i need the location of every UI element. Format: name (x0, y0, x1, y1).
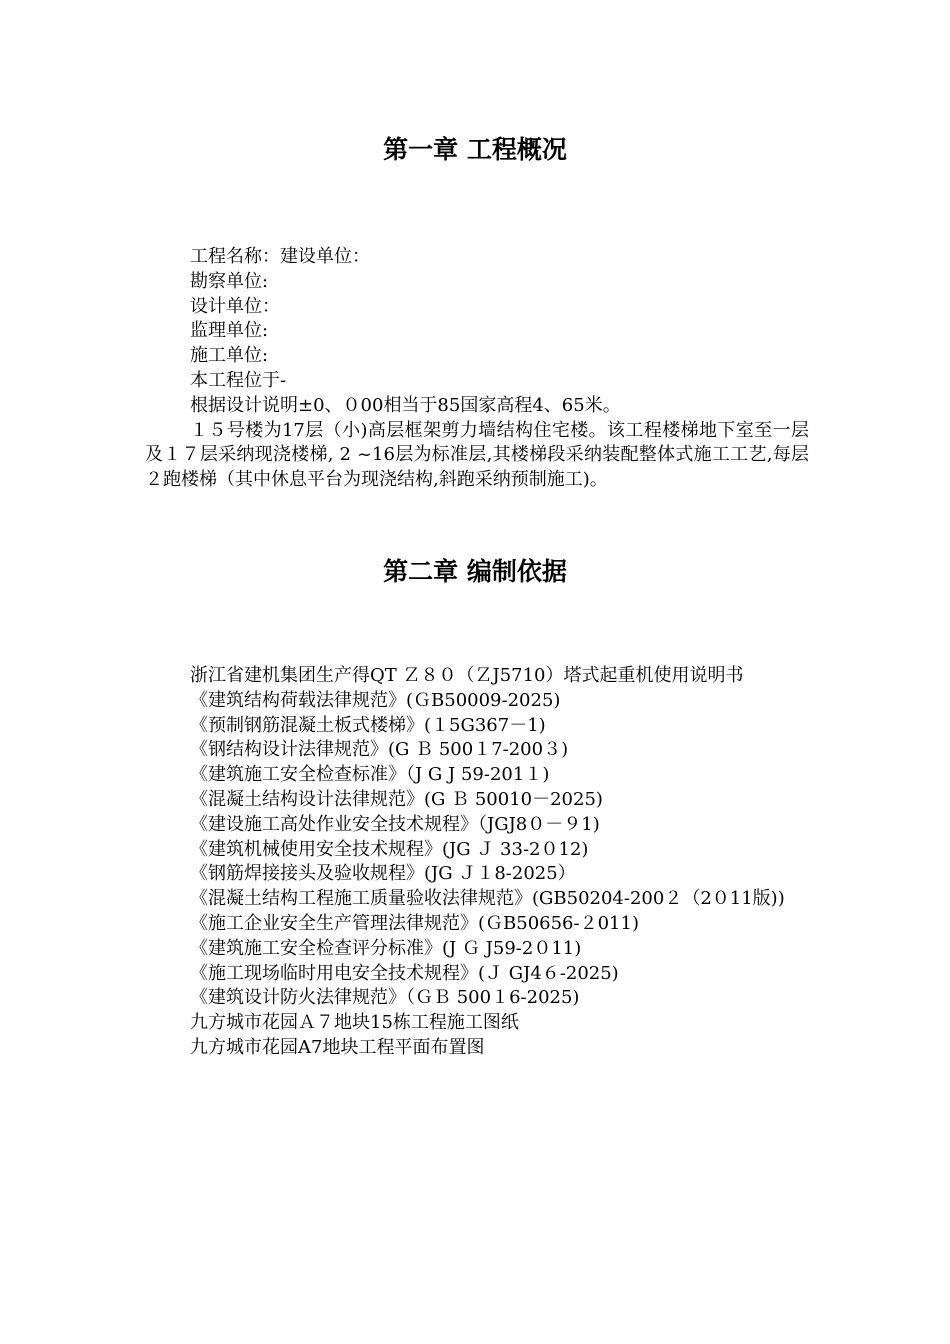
project-name-line: 工程名称：建设单位： (190, 246, 370, 267)
reference-item: 《建筑设计防火法律规范》（ＧＢ 500１6-2025) (190, 987, 580, 1009)
reference-item: 《施工企业安全生产管理法律规范》(ＧB50656-２011) (190, 912, 639, 934)
design-unit-line: 设计单位： (190, 295, 280, 317)
construction-unit-line: 施工单位: (190, 345, 269, 367)
survey-unit-line: 勘察单位: (190, 270, 269, 292)
location-line: 本工程位于- (190, 369, 287, 391)
reference-item: 《建筑结构荷载法律规范》(ＧB50009-2025) (190, 689, 561, 711)
reference-item: 《混凝土结构设计法律规范》(G Ｂ 50010－2025) (190, 788, 603, 810)
chapter-1-body (145, 245, 809, 493)
reference-item: 《建设施工高处作业安全技术规程》（JGJ8０－９1) (190, 813, 600, 835)
reference-item: 《建筑施工安全检查标准》（J G J 59-201１) (190, 764, 550, 786)
reference-item: 《预制钢筋混凝土板式楼梯》(１5G367－1) (190, 714, 546, 736)
elevation-line: 根据设计说明±0、０00相当于85国家高程4、65米。 (190, 394, 621, 416)
reference-item: 九方城市花园Ａ７地块15栋工程施工图纸 (190, 1012, 519, 1034)
chapter-1-title: 第一章 工程概况 (383, 135, 567, 164)
reference-item: 《钢结构设计法律规范》(G Ｂ 500１7-200３) (190, 739, 569, 761)
chapter-2-body (145, 664, 809, 1061)
reference-item: 《施工现场临时用电安全技术规程》(Ｊ GJ4６-2025) (190, 962, 619, 984)
crane-manual-paragraph: 浙江省建机集团生产得QT Ｚ８０（ＺJ5710）塔式起重机使用说明书 (190, 665, 744, 686)
reference-item: 《钢筋焊接接头及验收规程》(JG Ｊ１8-2025） (190, 863, 576, 885)
supervision-unit-line: 监理单位: (190, 320, 269, 342)
reference-item: 《建筑机械使用安全技术规程》(JG Ｊ 33-2０12) (190, 838, 589, 860)
reference-item-wrapped: 《混凝土结构工程施工质量验收法律规范》(GB50204-200２（2０11版)) (190, 888, 785, 910)
building-description-paragraph: １５号楼为17层（小)高层框架剪力墙结构住宅楼。该工程楼梯地下室至一层及１７层采纳现浇楼梯, 2 ~16层为标准层,其楼梯段采纳装配整体式施工工艺,每层２跑楼梯（其中休息平台为现浇结构,斜跑采纳预制施工)。 (145, 419, 809, 491)
reference-item: 《建筑施工安全检查评分标准》(J Ｇ J59-2０11) (190, 937, 582, 959)
reference-item: 九方城市花园A7地块工程平面布置图 (190, 1036, 485, 1058)
chapter-2-title: 第二章 编制依据 (383, 557, 567, 586)
